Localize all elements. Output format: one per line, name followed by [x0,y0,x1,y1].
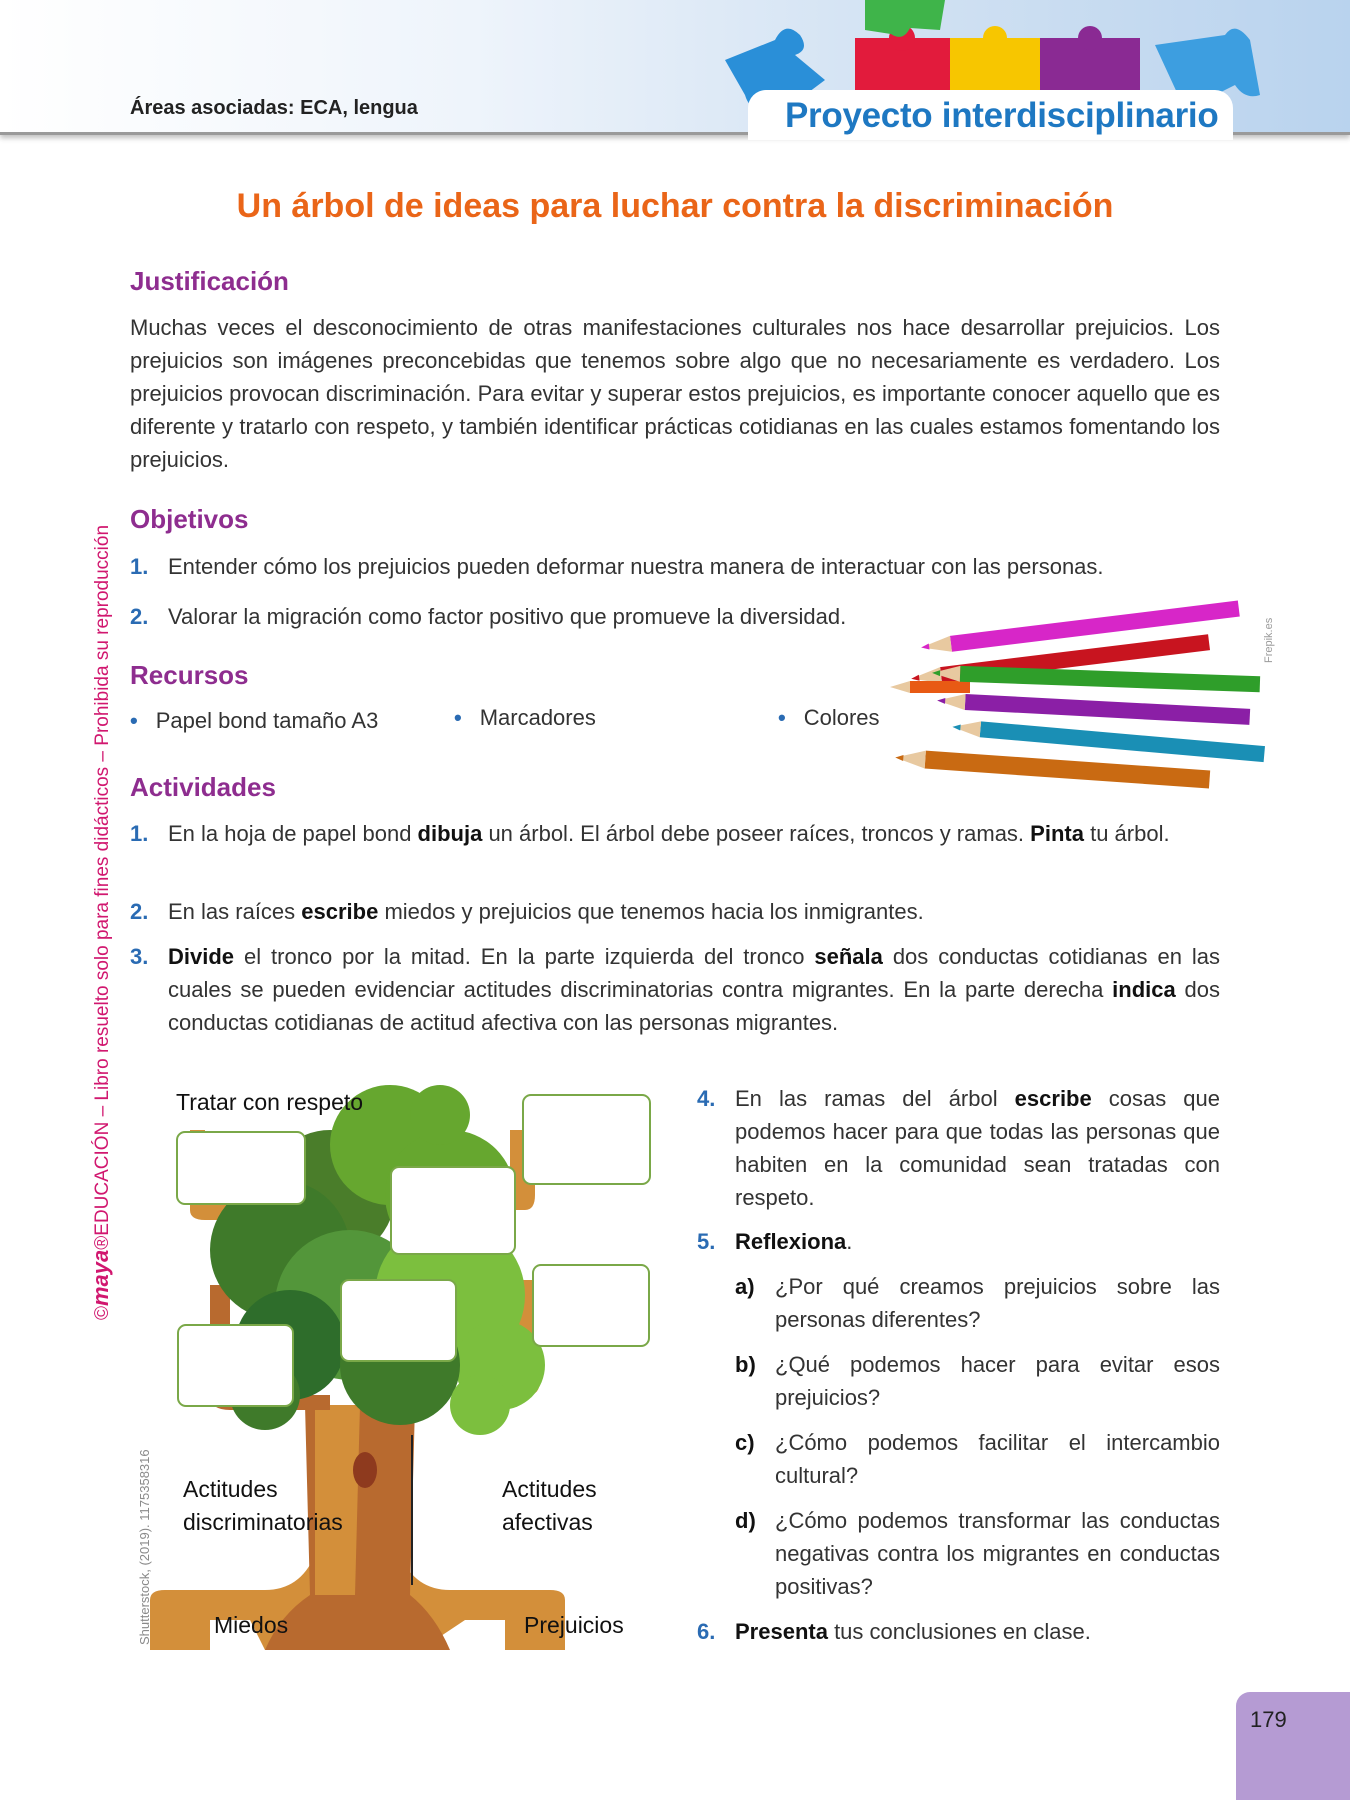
question-letter: c) [735,1430,755,1455]
objective-number: 1. [130,554,149,579]
heading-actividades: Actividades [130,772,276,802]
activity-text: Reflexiona. [735,1229,853,1254]
tree-label-affective-1: Actitudes [502,1476,597,1502]
bullet-icon: • [778,705,786,730]
activity-text: En las ramas del árbol escribe cosas que podemos hacer para que todas las personas que habiten en la comunidad sean tratadas con respeto. [735,1086,1221,1210]
brand-name: maya [88,1249,113,1306]
question-letter: a) [735,1274,755,1299]
tree-label-affective-2: afectivas [502,1509,593,1535]
tree-illustration [150,1075,670,1650]
objective-number: 2. [130,604,149,629]
activity-text: En las raíces escribe miedos y prejuicios que tenemos hacia los inmigrantes. [168,899,924,924]
question-text: ¿Por qué creamos prejuicios sobre las personas diferentes? [775,1274,1220,1332]
activity-number: 6. [697,1619,716,1644]
heading-objetivos: Objetivos [130,504,249,534]
reflection-question [735,1426,1220,1492]
tree-box [391,1167,515,1254]
activity-item [130,895,1220,928]
reflection-question [735,1504,1220,1603]
reflection-question [735,1348,1220,1414]
image-credit: Shutterstock, (2019). 1175358316 [137,1449,152,1645]
tree-box [177,1132,305,1204]
copyright-sidebar [88,525,114,1320]
copyright-symbol: © [92,1306,113,1320]
activity-number: 5. [697,1229,716,1254]
bullet-icon: • [454,705,462,730]
activity-item [697,1082,1220,1214]
page-title: Un árbol de ideas para luchar contra la discriminación [236,187,1114,225]
objective-text: Valorar la migración como factor positivo que promueve la diversidad. [168,604,847,629]
puzzle-green-piece [865,0,945,37]
activity-number: 2. [130,899,149,924]
resource-item [778,705,880,731]
pencil-purple [937,693,1250,725]
objective-item [130,550,1220,583]
activity-item [697,1615,1220,1648]
activity-number: 1. [130,821,149,846]
activity-item [130,817,1220,850]
question-letter: d) [735,1508,756,1533]
activity-text: Presenta tus conclusiones en clase. [735,1619,1091,1644]
resource-item [130,708,378,734]
activity-item [697,1225,1220,1258]
tree-label-discriminatory-1: Actitudes [183,1476,278,1502]
copyright-text: ®EDUCACIÓN – Libro resuelto solo para fines didácticos – Prohibida su reproducción [92,524,113,1250]
pencil-teal [952,719,1265,762]
question-text: ¿Cómo podemos transformar las conductas negativas contra los migrantes en conductas positivas? [775,1508,1220,1599]
tree-label-fears: Miedos [214,1612,289,1638]
tree-box [341,1280,456,1361]
justificacion-text: Muchas veces el desconocimiento de otras manifestaciones culturales nos hace desarrollar prejuicios. Los prejuicios son imágenes preconcebidas que tenemos sobre algo que no necesariamente es verdadero. Los prejuicios provocan discriminación. Para evitar y superar estos prejuicios, es importante conocer aquello que es diferente y tratarlo con respeto, y también identificar prácticas cotidianas en las cuales estamos fomentando los prejuicios. [130,315,1220,472]
bullet-icon: • [130,708,138,733]
question-text: ¿Cómo podemos facilitar el intercambio cultural? [775,1430,1220,1488]
pencil-orange [895,749,1210,789]
question-text: ¿Qué podemos hacer para evitar esos prejuicios? [775,1352,1220,1410]
tree-label-respect: Tratar con respeto [176,1089,364,1115]
pencil-green [932,665,1260,692]
resource-label: Colores [803,705,880,730]
activity-number: 4. [697,1086,716,1111]
objective-text: Entender cómo los prejuicios pueden deformar nuestra manera de interactuar con las personas. [168,554,1104,579]
pencil-orange-small [890,681,970,693]
heading-recursos: Recursos [130,660,249,690]
project-title: Proyecto interdisciplinario [785,96,1219,135]
tree-label-discriminatory-2: discriminatorias [183,1509,343,1535]
reflection-question [735,1270,1220,1336]
page-number: 179 [1250,1707,1287,1732]
resource-item [454,705,596,731]
tree-box [533,1265,649,1346]
heading-justificacion: Justificación [130,266,289,296]
activity-text: Divide el tronco por la mitad. En la parte izquierda del tronco señala dos conductas cotidianas en las cuales se pueden evidenciar actitudes discriminatorias contra migrantes. En la parte derecha indica dos conductas cotidianas de actitud afectiva con las personas migrantes. [168,944,1220,1035]
tree-box [178,1325,293,1406]
resource-label: Marcadores [479,705,596,730]
tree-label-prejudices: Prejuicios [524,1612,624,1638]
associated-areas: Áreas asociadas: ECA, lengua [130,97,418,119]
activity-item [130,940,1220,1039]
pencils-credit: Frepik.es [1263,617,1275,663]
question-letter: b) [735,1352,756,1377]
tree-box [523,1095,650,1184]
colored-pencils-illustration [880,598,1280,798]
activity-text: En la hoja de papel bond dibuja un árbol. El árbol debe poseer raíces, troncos y ramas. Pinta tu árbol. [168,821,1170,846]
activity-number: 3. [130,944,149,969]
resource-label: Papel bond tamaño A3 [155,708,379,733]
